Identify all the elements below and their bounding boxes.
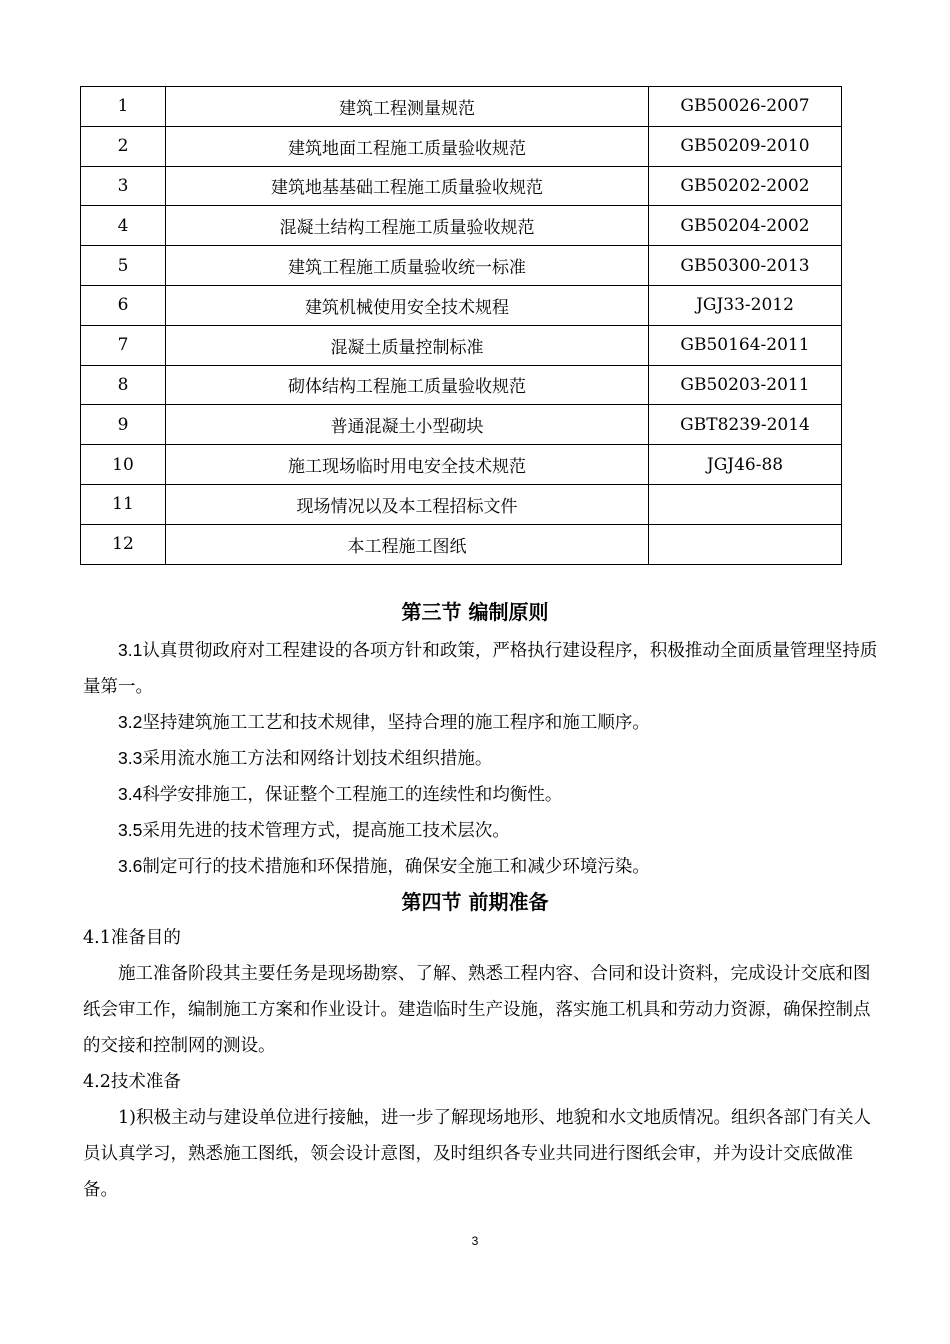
section3-item-1: 3.1认真贯彻政府对工程建设的各项方针和政策，严格执行建设程序，积极推动全面质量管理坚持质量第一。 [83, 640, 878, 697]
table-row [81, 325, 842, 365]
row-number-cell: 1 [81, 87, 166, 127]
standard-name-cell: 施工现场临时用电安全技术规范 [166, 445, 649, 485]
standard-name-cell: 现场情况以及本工程招标文件 [166, 484, 649, 524]
standard-code-cell: GB50209-2010 [649, 126, 842, 166]
section4-sub2-heading: 4.2技术准备 [83, 1072, 181, 1092]
table-row [81, 246, 842, 286]
table-row [81, 285, 842, 325]
row-number-cell: 4 [81, 206, 166, 246]
standard-code-cell: GB50026-2007 [649, 87, 842, 127]
standard-code-cell: JGJ46-88 [649, 445, 842, 485]
table-row [81, 206, 842, 246]
section3-item-4: 3.4科学安排施工，保证整个工程施工的连续性和均衡性。 [118, 784, 563, 805]
section4-sub2-paragraph: 1)积极主动与建设单位进行接触，进一步了解现场地形、地貌和水文地质情况。组织各部门有关人员认真学习，熟悉施工图纸，领会设计意图，及时组织各专业共同进行图纸会审，并为设计交底做准备。 [83, 1108, 871, 1200]
standards-table [80, 86, 842, 565]
standard-code-cell: GB50300-2013 [649, 246, 842, 286]
section4-title: 第四节 前期准备 [401, 890, 549, 914]
standard-code-cell: JGJ33-2012 [649, 285, 842, 325]
section3-item-6: 3.6制定可行的技术措施和环保措施，确保安全施工和减少环境污染。 [118, 856, 650, 877]
standard-code-cell: GBT8239-2014 [649, 405, 842, 445]
table-row [81, 166, 842, 206]
row-number-cell: 11 [81, 484, 166, 524]
section4-sub1-paragraph: 施工准备阶段其主要任务是现场勘察、了解、熟悉工程内容、合同和设计资料，完成设计交底和图纸会审工作，编制施工方案和作业设计。建造临时生产设施，落实施工机具和劳动力资源，确保控制点的交接和控制网的测设。 [83, 964, 871, 1056]
standard-name-cell: 混凝土结构工程施工质量验收规范 [166, 206, 649, 246]
standard-code-cell: GB50202-2002 [649, 166, 842, 206]
standard-code-cell: GB50164-2011 [649, 325, 842, 365]
row-number-cell: 5 [81, 246, 166, 286]
table-row [81, 87, 842, 127]
standard-name-cell: 砌体结构工程施工质量验收规范 [166, 365, 649, 405]
standard-name-cell: 普通混凝土小型砌块 [166, 405, 649, 445]
table-row [81, 484, 842, 524]
section3-item-5: 3.5采用先进的技术管理方式，提高施工技术层次。 [118, 820, 510, 841]
section3-item-3: 3.3采用流水施工方法和网络计划技术组织措施。 [118, 748, 493, 769]
table-row [81, 126, 842, 166]
standard-name-cell: 本工程施工图纸 [166, 524, 649, 564]
standard-name-cell: 建筑工程施工质量验收统一标准 [166, 246, 649, 286]
row-number-cell: 10 [81, 445, 166, 485]
row-number-cell: 9 [81, 405, 166, 445]
page-number: 3 [471, 1234, 479, 1248]
standard-code-cell: GB50203-2011 [649, 365, 842, 405]
row-number-cell: 3 [81, 166, 166, 206]
row-number-cell: 2 [81, 126, 166, 166]
standard-name-cell: 建筑机械使用安全技术规程 [166, 285, 649, 325]
section3-title: 第三节 编制原则 [401, 600, 549, 624]
table-row [81, 524, 842, 564]
standard-name-cell: 建筑地基基础工程施工质量验收规范 [166, 166, 649, 206]
standard-code-cell: GB50204-2002 [649, 206, 842, 246]
standard-code-cell [649, 484, 842, 524]
standard-name-cell: 混凝土质量控制标准 [166, 325, 649, 365]
standard-name-cell: 建筑地面工程施工质量验收规范 [166, 126, 649, 166]
section4-sub1-heading: 4.1准备目的 [83, 928, 181, 948]
standards-table-body [81, 87, 842, 565]
row-number-cell: 6 [81, 285, 166, 325]
standard-name-cell: 建筑工程测量规范 [166, 87, 649, 127]
standard-code-cell [649, 524, 842, 564]
table-row [81, 365, 842, 405]
row-number-cell: 7 [81, 325, 166, 365]
table-row [81, 445, 842, 485]
row-number-cell: 8 [81, 365, 166, 405]
row-number-cell: 12 [81, 524, 166, 564]
section3-item-2: 3.2坚持建筑施工工艺和技术规律，坚持合理的施工程序和施工顺序。 [118, 712, 650, 733]
table-row [81, 405, 842, 445]
